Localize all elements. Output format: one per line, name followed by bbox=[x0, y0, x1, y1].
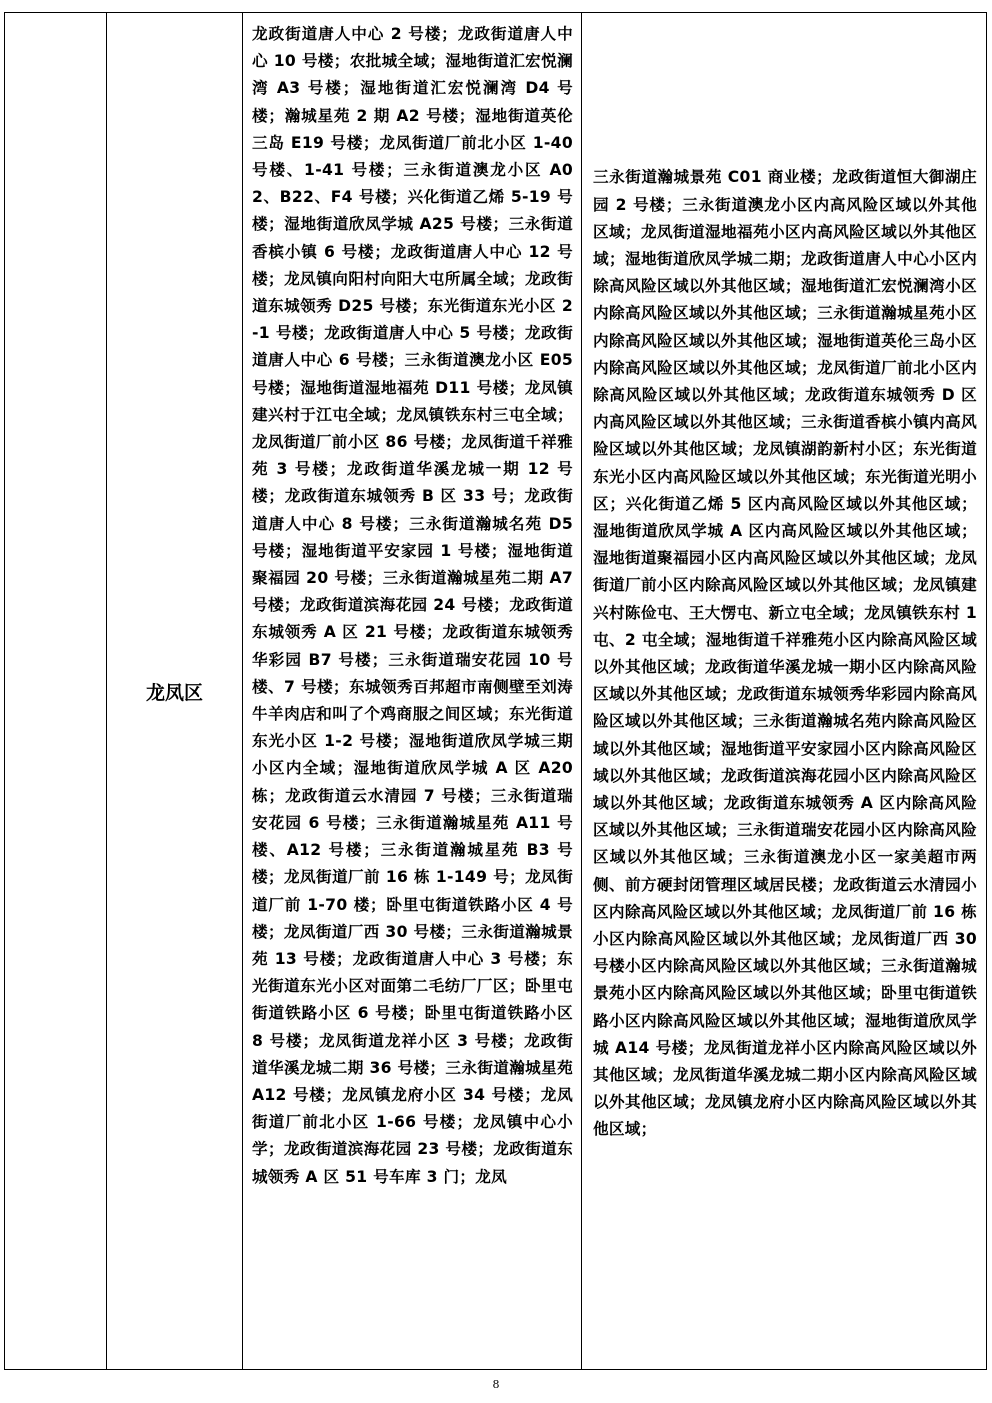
district-cell bbox=[107, 13, 243, 1369]
page-number: 8 bbox=[492, 1378, 500, 1391]
index-cell bbox=[5, 13, 107, 1369]
risk-area-table bbox=[4, 12, 987, 1370]
district-name: 龙凤区 bbox=[145, 681, 203, 704]
medium-risk-areas-text: 三永街道瀚城景苑 C01 商业楼；龙政街道恒大御湖庄园 2 号楼；三永街道澳龙小区内高风险区域以外其他区域；龙凤街道湿地福苑小区内高风险区域以外其他区域；湿地街道欣凤学城二期；龙政街道唐人中心小区内除高风险区域以外其他区域；湿地街道汇宏悦澜湾小区内除高风险区域以外其他区域；三永街道瀚城星苑小区内除高风险区域以外其他区域；湿地街道英伦三岛小区内除高风险区域以外其他区域；龙凤街道厂前北小区内除高风险区域以外其他区域；龙政街道东城领秀 D 区内高风险区域以外其他区域；三永街道香槟小镇内高风险区域以外其他区域；龙凤镇湖韵新村小区；东光街道东光小区内高风险区域以外其他区域；东光街道光明小区；兴化街道乙烯 5 区内高风险区域以外其他区域；湿地街道欣凤学城 A 区内高风险区域以外其他区域；湿地街道聚福园小区内高风险区域以外其他区域；龙凤街道厂前小区内除高风险区域以外其他区域；龙凤镇建兴村陈俭屯、王大愣屯、新立屯全域；龙凤镇铁东村 1 屯、2 屯全域；湿地街道千祥雅苑小区内除高风险区域以外其他区域；龙政街道华溪龙城一期小区内除高风险区域以外其他区域；龙政街道东城领秀华彩园内除高风险区域以外其他区域；三永街道瀚城名苑内除高风险区域以外其他区域；湿地街道平安家园小区内除高风险区域以外其他区域；龙政街道滨海花园小区内除高风险区域以外其他区域；龙政街道东城领秀 A 区内除高风险区域以外其他区域；三永街道瑞安花园小区内除高风险区域以外其他区域；三永街道澳龙小区一家美超市两侧、前方硬封闭管理区域居民楼；龙政街道云水清园小区内除高风险区域以外其他区域；龙凤街道厂前 16 栋小区内除高风险区域以外其他区域；龙凤街道厂西 30 号楼小区内除高风险区域以外其他区域；三永街道瀚城景苑小区内除高风险区域以外其他区域；卧里屯街道铁路小区内除高风险区域以外其他区域；湿地街道欣凤学城 A14 号楼；龙凤街道龙祥小区内除高风险区域以外其他区域；龙凤街道华溪龙城二期小区内除高风险区域以外其他区域；龙凤镇龙府小区内除高风险区域以外其他区域； bbox=[593, 168, 977, 1139]
high-risk-areas-cell bbox=[243, 13, 582, 1369]
medium-risk-areas-cell bbox=[582, 13, 986, 1369]
high-risk-areas-text: 龙政街道唐人中心 2 号楼；龙政街道唐人中心 10 号楼；农批城全域；湿地街道汇宏悦澜湾 A3 号楼；湿地街道汇宏悦澜湾 D4 号楼；瀚城星苑 2 期 A2 号楼；湿地街道英伦三岛 E19 号楼；龙凤街道厂前北小区 1-40 号楼、1-41 号楼；三永街道澳龙小区 A02、B22、F4 号楼；兴化街道乙烯 5-19 号楼；湿地街道欣凤学城 A25 号楼；三永街道香槟小镇 6 号楼；龙政街道唐人中心 12 号楼；龙凤镇向阳村向阳大屯所属全域；龙政街道东城领秀 D25 号楼；东光街道东光小区 2-1 号楼；龙政街道唐人中心 5 号楼；龙政街道唐人中心 6 号楼；三永街道澳龙小区 E05 号楼；湿地街道湿地福苑 D11 号楼；龙凤镇建兴村于江屯全域；龙凤镇铁东村三屯全域；龙凤街道厂前小区 86 号楼；龙凤街道千祥雅苑 3 号楼；龙政街道华溪龙城一期 12 号楼；龙政街道东城领秀 B 区 33 号；龙政街道唐人中心 8 号楼；三永街道瀚城名苑 D5 号楼；湿地街道平安家园 1 号楼；湿地街道聚福园 20 号楼；三永街道瀚城星苑二期 A7 号楼；龙政街道滨海花园 24 号楼；龙政街道东城领秀 A 区 21 号楼；龙政街道东城领秀华彩园 B7 号楼；三永街道瑞安花园 10 号楼、7 号楼；东城领秀百邦超市南侧壁至刘涛牛羊肉店和叫了个鸡商服之间区域；东光街道东光小区 1-2 号楼；湿地街道欣凤学城三期小区内全域；湿地街道欣凤学城 A 区 A20 栋；龙政街道云水清园 7 号楼；三永街道瑞安花园 6 号楼；三永街道瀚城星苑 A11 号楼、A12 号楼；三永街道瀚城星苑 B3 号楼；龙凤街道厂前 16 栋 1-149 号；龙凤街道厂前 1-70 楼；卧里屯街道铁路小区 4 号楼；龙凤街道厂西 30 号楼；三永街道瀚城景苑 13 号楼；龙政街道唐人中心 3 号楼；东光街道东光小区对面第二毛纺厂厂区；卧里屯街道铁路小区 6 号楼；卧里屯街道铁路小区 8 号楼；龙凤街道龙祥小区 3 号楼；龙政街道华溪龙城二期 36 号楼；三永街道瀚城星苑 A12 号楼；龙凤镇龙府小区 34 号楼；龙凤街道厂前北小区 1-66 号楼；龙凤镇中心小学；龙政街道滨海花园 23 号楼；龙政街道东城领秀 A 区 51 号车库 3 门；龙凤 bbox=[252, 25, 573, 1186]
